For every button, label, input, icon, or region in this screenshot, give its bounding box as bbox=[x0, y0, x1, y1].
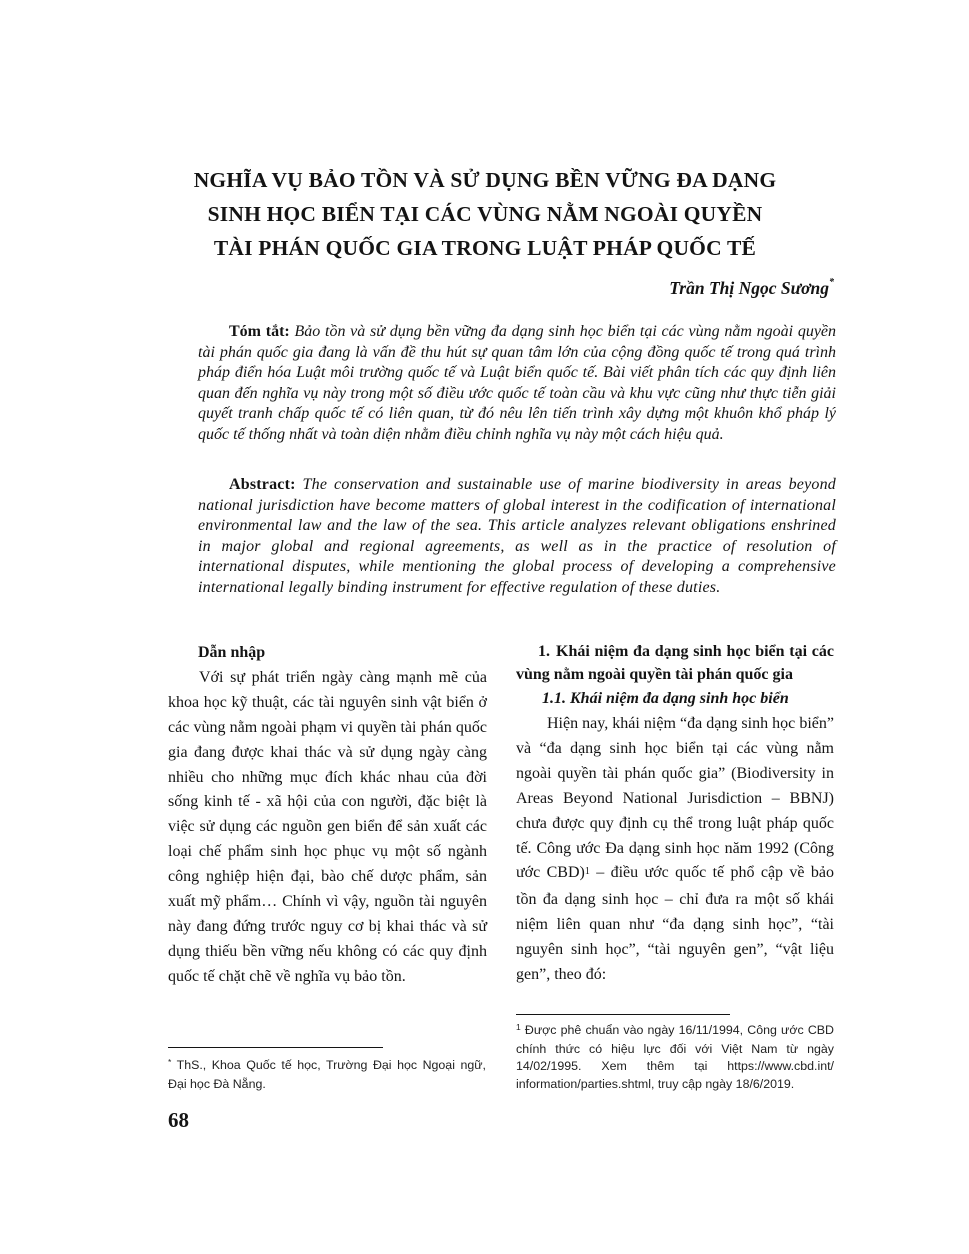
footnote-1-mark: 1 bbox=[516, 1022, 521, 1032]
footnote-divider-left bbox=[168, 1047, 383, 1048]
author-name: Trần Thị Ngọc Sương bbox=[669, 278, 829, 298]
abstract-en-text: The conservation and sustainable use of marine biodiversity in areas beyond national jurisdiction have become matters of global interest in the codification of international environmental law and the law of the sea. This article analyzes relevant obligations enshrined in major global and regional agreements, as well as in the practice of resolution of international disputes, while mentioning the global process of developing a comprehensive international legally binding instrument for effective regulation of these duties. bbox=[198, 476, 836, 596]
footnote-author-text: ThS., Khoa Quốc tế học, Trường Đại học Ngoại ngữ, Đại học Đà Nẵng. bbox=[168, 1058, 487, 1091]
footnote-1 bbox=[516, 1022, 834, 1093]
section-1-title: Khái niệm đa dạng sinh học biển tại các vùng nằm ngoài quyền tài phán quốc gia bbox=[516, 643, 834, 683]
section-1-number: 1. bbox=[538, 643, 550, 660]
subsection-1-1-heading: 1.1. Khái niệm đa dạng sinh học biển bbox=[542, 690, 789, 707]
author-byline bbox=[669, 278, 834, 299]
intro-heading: Dẫn nhập bbox=[198, 644, 266, 661]
page-number: 68 bbox=[168, 1108, 189, 1132]
section-1-text-a: Hiện nay, khái niệm “đa dạng sinh học biển” và “đa dạng sinh học biển tại các vùng nằm ngoài quyền tài phán quốc gia” (Biodiversity in Areas Beyond National Jurisdiction – BBNJ) chưa được quy định cụ thể trong luật pháp quốc tế. Công ước Đa dạng sinh học năm 1992 (Công ước CBD) bbox=[516, 715, 834, 882]
footnote-1-text: Được phê chuẩn vào ngày 16/11/1994, Công ước CBD chính thức có hiệu lực đối với Việt Nam từ ngày 14/02/1995. Xem thêm tại https://www.cbd.int/ information/parties.shtml, truy cập ngày 18/6/2019. bbox=[516, 1023, 834, 1091]
author-mark: * bbox=[829, 277, 834, 289]
abstract-vn-text: Bảo tồn và sử dụng bền vững đa dạng sinh học biển tại các vùng nằm ngoài quyền tài phán quốc gia đang là vấn đề thu hút sự quan tâm lớn của cộng đồng quốc tế trong quá trình pháp điển hóa Luật môi trường quốc tế và Luật biển quốc tế. Bài viết phân tích các quy định liên quan đến nghĩa vụ này trong một số điều ước quốc tế toàn cầu và khu vực cũng như thực tiễn giải quyết tranh chấp quốc tế có liên quan, từ đó nêu lên tiến trình xây dựng một khuôn khổ pháp lý quốc tế thống nhất và toàn diện nhằm điều chỉnh nghĩa vụ này một cách hiệu quả. bbox=[198, 323, 837, 443]
abstract-vietnamese bbox=[198, 322, 836, 446]
title-line-3: TÀI PHÁN QUỐC GIA TRONG LUẬT PHÁP QUỐC TẾ bbox=[213, 236, 757, 260]
footnote-author-mark: * bbox=[168, 1057, 172, 1067]
right-column bbox=[516, 641, 834, 988]
abstract-english bbox=[198, 475, 836, 599]
section-1-paragraph bbox=[516, 712, 834, 988]
section-1-text-b: – điều ước quốc tế phổ cập về bảo tồn đa dạng sinh học – chỉ đưa ra một số khái niệm liên quan như “đa dạng sinh học”, “tài nguyên sinh học”, “tài nguyên gen”, “vật liệu gen”, theo đó: bbox=[516, 864, 834, 984]
title-line-2: SINH HỌC BIỂN TẠI CÁC VÙNG NẰM NGOÀI QUYỀN bbox=[207, 202, 763, 226]
footnote-author bbox=[168, 1057, 486, 1093]
section-1-heading bbox=[516, 641, 834, 686]
title-line-1: NGHĨA VỤ BẢO TỒN VÀ SỬ DỤNG BỀN VỮNG ĐA DẠNG bbox=[193, 168, 777, 192]
article-title bbox=[150, 163, 820, 265]
intro-paragraph: Với sự phát triển ngày càng mạnh mẽ của khoa học kỹ thuật, các tài nguyên sinh vật biển ở các vùng nằm ngoài phạm vi quyền tài phán quốc gia đang được khai thác và sử dụng ngày càng nhiều cho những mục đích khác nhau của đời sống kinh tế - xã hội của con người, đặc biệt là việc sử dụng các nguồn gen biển để sản xuất các loại chế phẩm sinh học phục vụ một số ngành công nghiệp hiện đại, bào chế dược phẩm, sản xuất mỹ phẩm… Chính vì vậy, nguồn tài nguyên này đang đứng trước nguy cơ bị khai thác và sử dụng thiếu bền vững nếu không có các quy định quốc tế chặt chẽ về nghĩa vụ bảo tồn. bbox=[168, 668, 487, 985]
abstract-vn-label: Tóm tắt: bbox=[229, 323, 290, 340]
footnote-ref-1[interactable]: 1 bbox=[584, 866, 590, 878]
abstract-en-label: Abstract: bbox=[229, 476, 296, 493]
left-column bbox=[168, 641, 487, 990]
footnote-divider-right bbox=[516, 1014, 730, 1015]
